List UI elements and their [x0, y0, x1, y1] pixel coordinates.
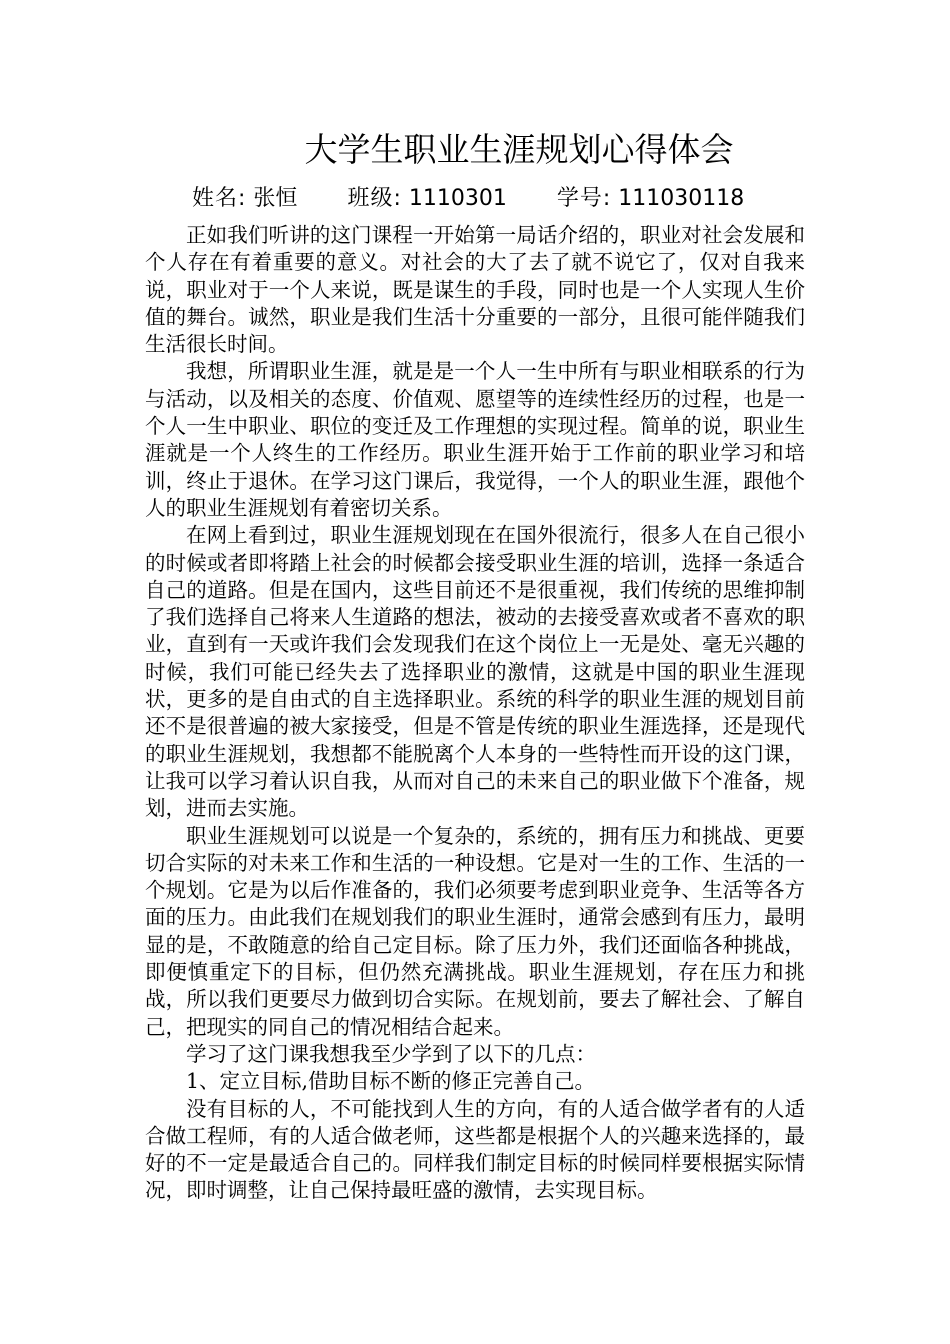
class-label: 班级:: [347, 186, 402, 211]
list-heading: 1、定立目标,借助目标不断的修正完善自己。: [186, 1069, 596, 1094]
student-info-line: [192, 180, 744, 218]
author-name: 张恒: [253, 186, 298, 211]
class-value: 1110301: [408, 186, 507, 211]
document-body: [145, 222, 805, 1205]
body-paragraph: 正如我们听讲的这门课程一开始第一局话介绍的，职业对社会发展和个人存在有着重要的意义。对社会的大了去了就不说它了，仅对自我来说，职业对于一个人来说，既是谋生的手段，同时也是一个人实现人生价值的舞台。诚然，职业是我们生活十分重要的一部分，且很可能伴随我们生活很长时间。: [145, 223, 805, 357]
body-paragraph: 没有目标的人，不可能找到人生的方向，有的人适合做学者有的人适合做工程师，有的人适合做老师，这些都是根据个人的兴趣来选择的，最好的不一定是最适合自己的。同样我们制定目标的时候同样要根据实际情况，即时调整，让自己保持最旺盛的激情，去实现目标。: [145, 1096, 805, 1203]
body-paragraph: 职业生涯规划可以说是一个复杂的，系统的，拥有压力和挑战、更要切合实际的对未来工作和生活的一种设想。它是对一生的工作、生活的一个规划。它是为以后作准备的，我们必须要考虑到职业竞争、生活等各方面的压力。由此我们在规划我们的职业生涯时，通常会感到有压力，最明显的是，不敢随意的给自己定目标。除了压力外，我们还面临各种挑战，即便慎重定下的目标，但仍然充满挑战。职业生涯规划，存在压力和挑战，所以我们更要尽力做到切合实际。在规划前，要去了解社会、了解自己，把现实的同自己的情况相结合起来。: [145, 823, 805, 1039]
document-title: 大学生职业生涯规划心得体会: [304, 130, 734, 169]
student-id-label: 学号:: [556, 186, 612, 211]
student-id-value: 111030118: [618, 186, 745, 211]
body-paragraph: 在网上看到过，职业生涯规划现在在国外很流行，很多人在自己很小的时候或者即将踏上社会的时候都会接受职业生涯的培训，选择一条适合自己的道路。但是在国内，这些目前还不是很重视，我们传统的思维抑制了我们选择自己将来人生道路的想法，被动的去接受喜欢或者不喜欢的职业，直到有一天或许我们会发现我们在这个岗位上一无是处、毫无兴趣的时候，我们可能已经失去了选择职业的激情，这就是中国的职业生涯现状，更多的是自由式的自主选择职业。系统的科学的职业生涯的规划目前还不是很普遍的被大家接受，但是不管是传统的职业生涯选择，还是现代的职业生涯规划，我想都不能脱离个人本身的一些特性而开设的这门课，让我可以学习着认识自我，从而对自己的未来自己的职业做下个准备，规划，进而去实施。: [145, 523, 805, 821]
body-paragraph: 学习了这门课我想我至少学到了以下的几点：: [186, 1041, 596, 1066]
body-paragraph: 我想，所谓职业生涯，就是是一个人一生中所有与职业相联系的行为与活动，以及相关的态度、价值观、愿望等的连续性经历的过程，也是一个人一生中职业、职位的变迁及工作理想的实现过程。简单的说，职业生涯就是一个人终生的工作经历。职业生涯开始于工作前的职业学习和培训，终止于退休。在学习这门课后，我觉得，一个人的职业生涯，跟他个人的职业生涯规划有着密切关系。: [145, 359, 805, 520]
author-label: 姓名:: [192, 186, 247, 211]
